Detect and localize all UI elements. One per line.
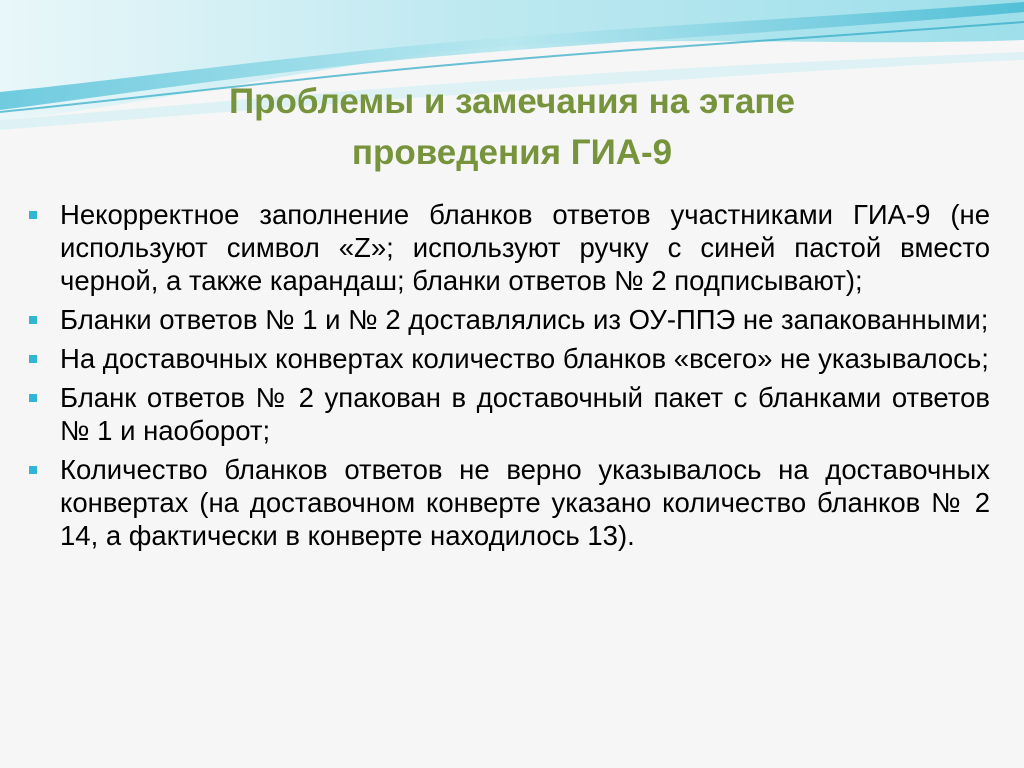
bullet-text: Количество бланков ответов не верно указывалось на доставочных конвертах (на доставочном конверте указано количество бланков № 2 14, а фактически в конверте находилось 13). — [60, 454, 990, 551]
bullet-text: На доставочных конвертах количество бланков «всего» не указывалось; — [60, 343, 989, 374]
bullet-item-5 — [26, 453, 990, 552]
bullet-square-icon — [29, 316, 37, 324]
bullet-list — [26, 198, 990, 558]
bullet-square-icon — [29, 394, 37, 402]
bullet-square-icon — [29, 211, 37, 219]
bullet-text: Бланки ответов № 1 и № 2 доставлялись из ОУ-ППЭ не запакованными; — [60, 304, 989, 335]
slide-title-line-2: проведения ГИА-9 — [351, 133, 673, 172]
bullet-item-2 — [26, 303, 990, 336]
bullet-text: Бланк ответов № 2 упакован в доставочный пакет с бланками ответов № 1 и наоборот; — [60, 382, 990, 446]
slide-title — [100, 76, 924, 178]
bullet-square-icon — [29, 466, 37, 474]
bullet-item-3 — [26, 342, 990, 375]
bullet-item-1 — [26, 198, 990, 297]
bullet-text: Некорректное заполнение бланков ответов участниками ГИА-9 (не используют символ «Z»; используют ручку с синей пастой вместо черной, а также карандаш; бланки ответов № 2 подписывают); — [60, 199, 990, 296]
bullet-square-icon — [29, 355, 37, 363]
slide-title-line-1: Проблемы и замечания на этапе — [228, 82, 796, 121]
bullet-item-4 — [26, 381, 990, 447]
